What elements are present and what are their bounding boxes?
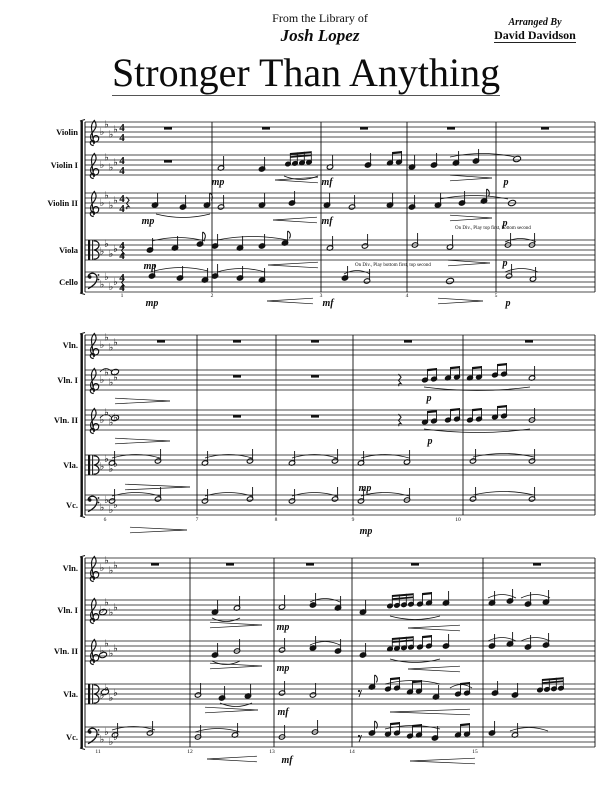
whole-rest	[233, 340, 241, 343]
key-signature-flat: ♭	[99, 160, 105, 171]
key-signature-flat: ♭	[113, 500, 118, 511]
beam	[392, 151, 402, 154]
measure-number: 1	[120, 293, 124, 299]
decrescendo-hairpin	[210, 625, 262, 628]
key-signature-flat: ♭	[104, 555, 109, 567]
slur	[440, 196, 508, 200]
arranged-by-label: Arranged By	[508, 17, 562, 28]
staff-vlnii	[54, 405, 595, 447]
library-label: From the Library of	[272, 11, 368, 25]
beam	[497, 405, 507, 408]
decrescendo-hairpin	[438, 298, 483, 301]
slur	[154, 268, 208, 272]
dynamic-mark: mp	[211, 177, 225, 188]
whole-rest	[447, 127, 455, 130]
key-signature-flat: ♭	[104, 638, 109, 650]
staff-label: Vc.	[65, 732, 78, 742]
measure-number: 5	[494, 293, 498, 299]
key-signature-flat: ♭	[99, 563, 105, 574]
staff-vla	[63, 449, 595, 494]
dynamic-mark: mf	[321, 216, 333, 227]
key-signature-flat: ♭	[99, 375, 105, 386]
slur	[390, 616, 440, 620]
slur	[112, 493, 160, 497]
whole-rest	[164, 160, 172, 163]
key-signature-flat: ♭	[108, 377, 114, 389]
slur	[310, 642, 340, 646]
whole-rest	[311, 375, 319, 378]
arranger-name: David Davidson	[494, 27, 576, 42]
decrescendo-hairpin	[115, 398, 170, 401]
time-signature: 4	[119, 122, 125, 134]
decrescendo-hairpin	[448, 263, 490, 266]
key-signature-flat: ♭	[104, 367, 109, 379]
time-signature: 4	[119, 155, 125, 167]
staff-vlni	[57, 363, 595, 404]
key-signature-flat: ♭	[108, 737, 114, 748]
whole-rest	[411, 563, 419, 566]
key-signature-flat: ♭	[108, 607, 114, 619]
beam	[392, 596, 413, 600]
slur	[156, 214, 210, 218]
staff-vc	[66, 720, 595, 766]
slur	[424, 429, 530, 433]
slur	[205, 493, 252, 497]
key-signature-flat: ♭	[113, 244, 118, 255]
time-signature: 4	[119, 203, 125, 215]
staff-label: Vla.	[63, 689, 78, 699]
decrescendo-hairpin	[130, 530, 187, 533]
staff-label: Cello	[59, 277, 78, 287]
dynamic-mark: mp	[276, 663, 290, 674]
whole-rest	[306, 563, 314, 566]
key-signature-flat: ♭	[113, 372, 118, 384]
staff-label: Vc.	[65, 500, 78, 510]
key-signature-flat: ♭	[104, 190, 109, 202]
dynamic-mark: mp	[143, 261, 157, 272]
slur	[152, 238, 205, 242]
key-signature-flat: ♭	[108, 129, 114, 141]
key-signature-flat: ♭	[104, 454, 109, 465]
staff-violini	[51, 149, 595, 188]
key-signature-flat: ♭	[108, 162, 114, 174]
staff-viola	[59, 226, 595, 272]
system-bracket	[81, 121, 83, 293]
key-signature-flat: ♭	[99, 646, 105, 657]
crescendo-hairpin	[275, 180, 318, 183]
staff-vln	[63, 556, 595, 582]
decrescendo-hairpin	[125, 484, 190, 487]
decrescendo-hairpin	[125, 487, 190, 490]
system-bracket	[81, 334, 83, 516]
key-signature-flat: ♭	[113, 337, 118, 349]
crescendo-hairpin	[273, 217, 317, 220]
measure-number: 6	[103, 517, 107, 523]
system-1	[47, 120, 595, 310]
key-signature-flat: ♭	[99, 279, 105, 291]
whole-rest	[262, 127, 270, 130]
crescendo-hairpin	[410, 761, 475, 764]
slur	[521, 595, 550, 599]
key-signature-flat: ♭	[113, 602, 118, 614]
slur	[488, 595, 516, 599]
key-signature-flat: ♭	[99, 127, 105, 138]
dynamic-mark: p	[503, 177, 509, 188]
key-signature-flat: ♭	[99, 340, 105, 351]
note-head	[446, 277, 455, 284]
decrescendo-hairpin	[205, 710, 258, 713]
beam	[497, 363, 507, 366]
key-signature-flat: ♭	[104, 152, 109, 164]
dynamic-mark: mp	[276, 622, 290, 633]
beam	[392, 639, 413, 643]
beam	[422, 635, 432, 638]
staff-vlni	[57, 589, 595, 633]
key-signature-flat: ♭	[99, 415, 105, 426]
key-signature-flat: ♭	[113, 732, 118, 743]
system-2	[54, 333, 595, 538]
decrescendo-hairpin	[450, 215, 492, 218]
key-signature-flat: ♭	[104, 495, 109, 506]
time-signature: 4	[119, 282, 125, 294]
dynamic-mark: p	[502, 258, 508, 269]
dynamic-mark: mp	[358, 483, 372, 494]
slur	[510, 728, 548, 732]
time-signature: 4	[119, 132, 125, 144]
beam	[390, 677, 400, 680]
beam	[427, 410, 437, 413]
dynamic-mark: mf	[277, 707, 289, 718]
dynamic-mark: mf	[321, 177, 333, 188]
crescendo-hairpin	[408, 666, 460, 669]
page-title: Stronger Than Anything	[111, 50, 501, 95]
key-signature-flat: ♭	[108, 417, 114, 429]
measure-number: 9	[351, 517, 355, 523]
decrescendo-hairpin	[450, 178, 492, 181]
library-name: Josh Lopez	[280, 25, 360, 45]
staff-label: Vln. I	[57, 375, 78, 385]
whole-rest	[533, 563, 541, 566]
decrescendo-hairpin	[205, 707, 258, 710]
key-signature-flat: ♭	[108, 648, 114, 660]
dynamic-mark: p	[505, 298, 511, 309]
beam	[472, 408, 482, 411]
measure-number: 10	[455, 517, 461, 523]
staff-label: Vln. II	[53, 646, 78, 656]
performance-note: On Div., Play bottom first, top second	[355, 263, 431, 268]
bracket-wing	[80, 333, 85, 335]
whole-rest	[311, 415, 319, 418]
beam	[472, 366, 482, 369]
key-signature-flat: ♭	[99, 734, 105, 746]
decrescendo-hairpin	[438, 301, 483, 304]
crescendo-hairpin	[408, 628, 460, 631]
beam	[450, 366, 460, 369]
crescendo-hairpin	[268, 262, 318, 265]
key-signature-flat: ♭	[104, 407, 109, 419]
measure-number: 13	[269, 749, 275, 755]
decrescendo-hairpin	[115, 438, 170, 441]
crescendo-hairpin	[390, 709, 470, 712]
whole-rest	[541, 127, 549, 130]
beam	[450, 408, 460, 411]
decrescendo-hairpin	[448, 260, 490, 263]
key-signature-flat: ♭	[99, 461, 105, 473]
time-signature: 4	[119, 165, 125, 177]
staff-label: Vln. II	[53, 415, 78, 425]
staff-vc	[66, 487, 595, 537]
staff-label: Vln. I	[57, 605, 78, 615]
key-signature-flat: ♭	[108, 464, 114, 475]
bracket-wing	[80, 120, 85, 122]
bracket-wing	[80, 556, 85, 558]
eighth-rest	[358, 690, 360, 692]
whole-rest	[164, 127, 172, 130]
staff-vlnii	[54, 632, 595, 674]
whole-rest	[233, 375, 241, 378]
measure-number: 14	[349, 749, 355, 755]
key-signature-flat: ♭	[113, 157, 118, 169]
staff-vla	[63, 675, 595, 718]
measure-number: 12	[187, 749, 193, 755]
key-signature-flat: ♭	[104, 332, 109, 344]
key-signature-flat: ♭	[99, 246, 105, 258]
beam	[427, 368, 437, 371]
key-signature-flat: ♭	[113, 459, 118, 470]
eighth-rest	[358, 735, 360, 737]
key-signature-flat: ♭	[104, 119, 109, 131]
time-signature: 4	[119, 272, 125, 284]
decrescendo-hairpin	[210, 663, 262, 666]
crescendo-hairpin	[207, 756, 257, 759]
slur	[217, 237, 288, 241]
measure-number: 7	[195, 517, 199, 523]
key-signature-flat: ♭	[99, 690, 105, 702]
key-signature-flat: ♭	[108, 282, 114, 293]
beam	[392, 593, 413, 597]
measure-number: 15	[472, 749, 478, 755]
system-bracket	[81, 557, 83, 748]
measure-number: 4	[405, 293, 409, 299]
crescendo-hairpin	[408, 669, 460, 672]
staff-label: Vln.	[62, 563, 78, 573]
whole-rest	[404, 340, 412, 343]
performance-note: On Div., Play top first, bottom second	[455, 226, 531, 231]
staff-label: Vln.	[62, 340, 78, 350]
beam	[460, 723, 470, 726]
beam	[542, 680, 563, 684]
crescendo-hairpin	[267, 298, 313, 301]
key-signature-flat: ♭	[99, 502, 105, 514]
slur	[473, 492, 534, 496]
staff-label: Vla.	[63, 460, 78, 470]
key-signature-flat: ♭	[113, 124, 118, 136]
key-signature-flat: ♭	[108, 505, 114, 516]
bracket-wing	[80, 748, 85, 750]
key-signature-flat: ♭	[113, 412, 118, 424]
beam	[542, 677, 563, 681]
key-signature-flat: ♭	[104, 683, 109, 694]
bracket-wing	[80, 293, 85, 295]
dynamic-mark: mp	[141, 216, 155, 227]
whole-rest	[311, 340, 319, 343]
whole-rest	[233, 415, 241, 418]
beam	[422, 592, 432, 595]
staff-cello	[59, 263, 595, 309]
time-signature: 4	[119, 240, 125, 252]
key-signature-flat: ♭	[108, 565, 114, 577]
decrescendo-hairpin	[210, 622, 262, 625]
key-signature-flat: ♭	[104, 727, 109, 738]
alto-clef-icon	[88, 455, 90, 475]
measure-number: 3	[319, 293, 323, 299]
beam	[392, 636, 413, 640]
key-signature-flat: ♭	[108, 249, 114, 260]
slur	[220, 703, 252, 707]
crescendo-hairpin	[410, 758, 475, 761]
dynamic-mark: mf	[322, 298, 334, 309]
decrescendo-hairpin	[130, 527, 187, 530]
crescendo-hairpin	[408, 625, 460, 628]
key-signature-flat: ♭	[113, 560, 118, 572]
crescendo-hairpin	[390, 712, 470, 715]
key-signature-flat: ♭	[108, 342, 114, 354]
measure-number: 8	[274, 517, 278, 523]
staff-vln	[63, 333, 595, 359]
staff-label: Violin II	[47, 198, 78, 208]
decrescendo-hairpin	[210, 666, 262, 669]
key-signature-flat: ♭	[99, 198, 105, 209]
key-signature-flat: ♭	[108, 200, 114, 212]
decrescendo-hairpin	[115, 401, 170, 404]
key-signature-flat: ♭	[99, 605, 105, 616]
decrescendo-hairpin	[450, 218, 492, 221]
dynamic-mark: p	[426, 393, 432, 404]
measure-number: 2	[210, 293, 214, 299]
slur	[488, 638, 516, 642]
alto-clef-icon	[88, 240, 90, 260]
beam	[390, 722, 400, 725]
key-signature-flat: ♭	[113, 688, 118, 699]
slur	[505, 269, 538, 273]
time-signature: 4	[119, 250, 125, 262]
key-signature-flat: ♭	[113, 195, 118, 207]
key-signature-flat: ♭	[108, 693, 114, 704]
time-signature: 4	[119, 193, 125, 205]
measure-number: 11	[95, 749, 101, 755]
system-3	[54, 556, 595, 767]
decrescendo-hairpin	[450, 175, 492, 178]
staff-label: Violin	[56, 127, 78, 137]
whole-rest	[525, 340, 533, 343]
whole-rest	[360, 127, 368, 130]
whole-rest	[157, 340, 165, 343]
key-signature-flat: ♭	[104, 272, 109, 283]
key-signature-flat: ♭	[113, 643, 118, 655]
dynamic-mark: p	[427, 436, 433, 447]
dynamic-mark: mp	[145, 298, 159, 309]
whole-rest	[226, 563, 234, 566]
slur	[217, 269, 265, 273]
key-signature-flat: ♭	[104, 597, 109, 609]
dynamic-mark: p	[502, 218, 508, 229]
staff-violin	[56, 120, 595, 146]
staff-label: Violin I	[50, 160, 78, 170]
slur	[521, 638, 550, 642]
beam	[290, 151, 311, 155]
staff-label: Viola	[58, 245, 78, 255]
slur	[292, 493, 337, 497]
dynamic-mark: mf	[281, 755, 293, 766]
key-signature-flat: ♭	[113, 277, 118, 288]
key-signature-flat: ♭	[104, 239, 109, 250]
crescendo-hairpin	[267, 301, 313, 304]
crescendo-hairpin	[273, 220, 317, 223]
bracket-wing	[80, 516, 85, 518]
crescendo-hairpin	[268, 265, 318, 268]
decrescendo-hairpin	[115, 441, 170, 444]
whole-rest	[151, 563, 159, 566]
dynamic-mark: mp	[359, 526, 373, 537]
alto-clef-icon	[88, 684, 90, 704]
crescendo-hairpin	[207, 759, 257, 762]
slur	[195, 729, 240, 733]
